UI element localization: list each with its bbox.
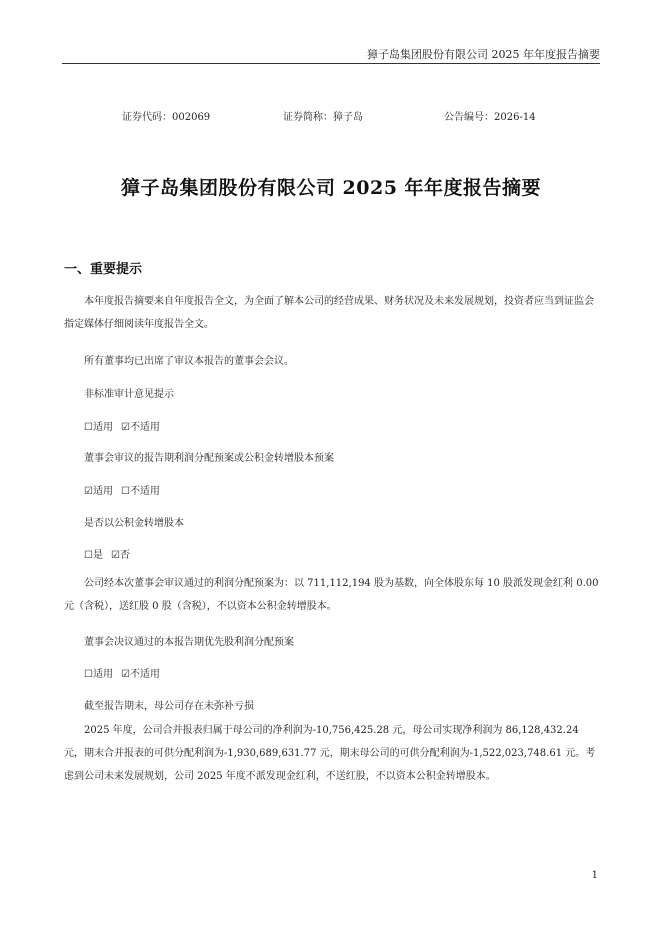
unchecked-box-icon: ☐ <box>84 550 93 561</box>
uncovered-loss-text: 2025 年度，公司合并报表归属于母公司的净利润为-10,756,425.28 元，母公司实现净利润为 86,128,432.24 元，期末合并报表的可供分配利润为-1,930,689,631.77 元，期末母公司的可供分配利润为-1,522,023,748.61 元。考虑到公司未来发展规划，公司 2025 年度不派发现金红利，不送红股，不以资本公积金转增股本。 <box>64 725 596 782</box>
document-title: 獐子岛集团股份有限公司 2025 年年度报告摘要 <box>120 177 542 199</box>
checked-box-icon: ☑ <box>84 486 93 497</box>
reserve-conversion-options <box>84 546 130 561</box>
header-divider <box>62 63 600 64</box>
option-not-applicable: 不适用 <box>129 669 160 680</box>
unchecked-box-icon: ☐ <box>84 422 93 433</box>
directors-attendance-text: 所有董事均已出席了审议本报告的董事会会议。 <box>84 356 294 367</box>
reserve-conversion-label: 是否以公积金转增股本 <box>84 518 184 529</box>
profit-plan-options <box>84 482 160 497</box>
option-no: 否 <box>119 550 130 561</box>
security-short-name: 证券简称：獐子岛 <box>283 112 363 123</box>
option-not-applicable: 不适用 <box>129 422 160 433</box>
page-number: 1 <box>591 870 598 881</box>
section-heading-important-notes: 一、重要提示 <box>64 262 143 277</box>
unchecked-box-icon: ☐ <box>120 486 130 497</box>
option-applicable: 适用 <box>92 422 113 433</box>
intro-paragraph: 本年度报告摘要来自年度报告全文，为全面了解本公司的经营成果、财务状况及未来发展规划，投资者应当到证监会指定媒体仔细阅读年度报告全文。 <box>64 296 594 330</box>
preferred-share-plan-options <box>84 665 160 680</box>
unchecked-box-icon: ☐ <box>84 669 93 680</box>
option-applicable: 适用 <box>92 669 113 680</box>
profit-plan-label: 董事会审议的报告期利润分配预案或公积金转增股本预案 <box>84 453 334 464</box>
uncovered-loss-label: 截至报告期末，母公司存在未弥补亏损 <box>84 701 254 712</box>
audit-opinion-label: 非标准审计意见提示 <box>84 389 174 400</box>
option-yes: 是 <box>92 550 103 561</box>
running-header-title: 獐子岛集团股份有限公司 2025 年年度报告摘要 <box>367 48 600 61</box>
security-code: 证券代码：002069 <box>122 112 211 123</box>
checked-box-icon: ☑ <box>120 422 130 433</box>
option-not-applicable: 不适用 <box>129 486 160 497</box>
announcement-number: 公告编号：2026-14 <box>444 112 536 123</box>
preferred-share-plan-label: 董事会决议通过的本报告期优先股利润分配预案 <box>84 637 294 648</box>
checked-box-icon: ☑ <box>110 550 120 561</box>
checked-box-icon: ☑ <box>120 669 130 680</box>
audit-opinion-options <box>84 418 160 433</box>
option-applicable: 适用 <box>92 486 113 497</box>
profit-distribution-plan-text: 公司经本次董事会审议通过的利润分配预案为：以 711,112,194 股为基数，向全体股东每 10 股派发现金红利 0.00 元（含税），送红股 0 股（含税），不以资本公积金转增股本。 <box>64 578 599 612</box>
